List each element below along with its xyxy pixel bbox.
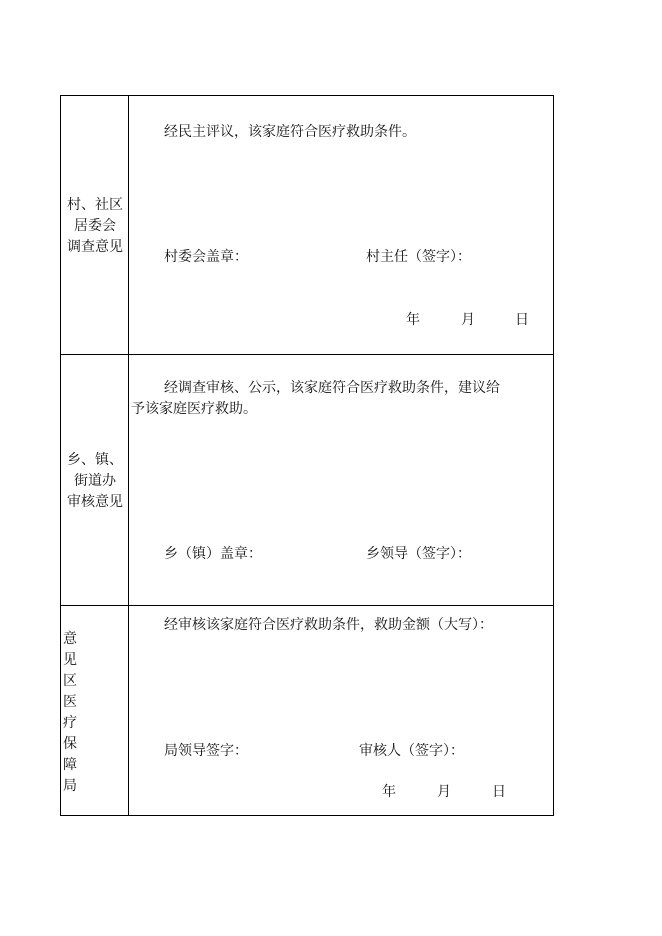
date-month: 月 <box>461 312 475 328</box>
bureau-leader-signature-field: 局领导签字： <box>164 743 248 759</box>
village-director-signature-field: 村主任（签字）： <box>366 249 471 265</box>
village-statement: 经民主评议，该家庭符合医疗救助条件。 <box>164 124 416 140</box>
label-char: 意 <box>63 631 77 647</box>
label-char: 局 <box>63 778 77 794</box>
village-seal-field: 村委会盖章： <box>164 249 248 265</box>
medical-bureau-section-label <box>61 606 129 815</box>
township-statement-line1: 经调查审核、公示，该家庭符合医疗救助条件，建议给 <box>164 380 500 396</box>
township-section-content <box>129 355 553 605</box>
township-seal-field: 乡（镇）盖章： <box>164 546 262 562</box>
label-char: 医 <box>63 694 77 710</box>
date-year: 年 <box>382 784 396 800</box>
medical-bureau-section <box>61 606 553 815</box>
village-section-label <box>61 96 129 354</box>
label-line: 审核意见 <box>67 494 123 510</box>
label-line: 调查意见 <box>67 239 123 255</box>
township-section-label <box>61 355 129 605</box>
date-day: 日 <box>515 312 529 328</box>
label-line: 街道办 <box>74 473 116 489</box>
assistance-approval-form <box>60 95 554 816</box>
date-month: 月 <box>437 784 451 800</box>
date-year: 年 <box>406 312 420 328</box>
village-section <box>61 96 553 355</box>
label-char: 区 <box>63 673 77 689</box>
village-section-content <box>129 96 553 354</box>
label-line: 居委会 <box>74 218 116 234</box>
medical-bureau-section-content <box>129 606 553 815</box>
township-section <box>61 355 553 606</box>
label-line: 村、社区 <box>67 197 123 213</box>
label-char: 障 <box>63 757 77 773</box>
label-char: 见 <box>63 652 77 668</box>
label-char: 疗 <box>63 715 77 731</box>
reviewer-signature-field: 审核人（签字）： <box>359 743 464 759</box>
date-day: 日 <box>492 784 506 800</box>
township-leader-signature-field: 乡领导（签字）： <box>366 546 471 562</box>
bureau-statement: 经审核该家庭符合医疗救助条件，救助金额（大写）： <box>164 617 493 633</box>
township-statement-line2: 予该家庭医疗救助。 <box>131 401 257 417</box>
label-line: 乡、镇、 <box>67 452 123 468</box>
label-char: 保 <box>63 736 77 752</box>
